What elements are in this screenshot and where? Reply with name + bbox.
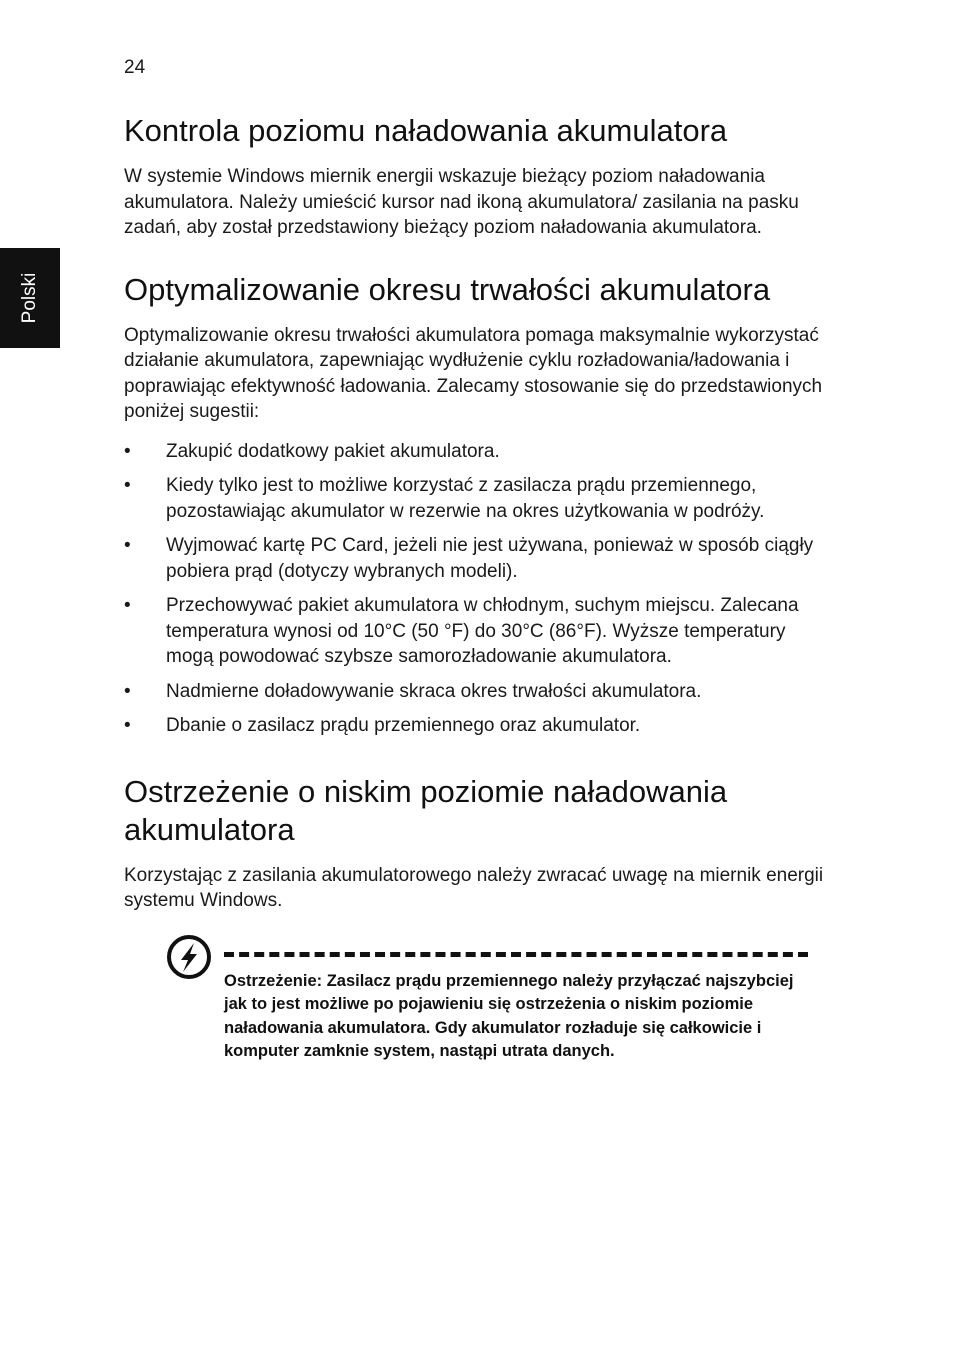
bullet-icon: •	[124, 535, 131, 556]
list-item	[124, 593, 824, 670]
page-content	[124, 112, 824, 1114]
section-paragraph: W systemie Windows miernik energii wskazuje bieżący poziom naładowania akumulatora. Należy umieścić kursor nad ikoną akumulatora/ zasilania na pasku zadań, aby został przedstawiony bieżący poziom naładowania akumulatora.	[124, 166, 799, 238]
warning-text: Ostrzeżenie: Zasilacz prądu przemiennego należy przyłączać najszybciej jak to jest możliwe po pojawieniu się ostrzeżenia o niskim poziomie naładowania akumulatora. Gdy akumulator rozładuje się całkowicie i komputer zamknie system, nastąpi utrata danych.	[224, 971, 794, 1060]
bullet-icon: •	[124, 715, 131, 736]
warning-box	[124, 934, 824, 1114]
list-item	[124, 439, 824, 465]
list-item	[124, 473, 824, 524]
section-paragraph: Optymalizowanie okresu trwałości akumulatora pomaga maksymalnie wykorzystać działanie akumulatora, zapewniając wydłużenie cyklu rozładowania/ładowania i poprawiając efektywność ładowania. Zalecamy stosowanie się do przedstawionych poniżej sugestii:	[124, 324, 823, 422]
suggestions-list	[124, 439, 824, 739]
list-item-text: Zakupić dodatkowy pakiet akumulatora.	[166, 440, 500, 462]
section-battery-life-optimization	[124, 271, 824, 739]
list-item	[124, 713, 824, 739]
page-number: 24	[124, 57, 146, 78]
section-low-battery-warning	[124, 773, 824, 914]
bullet-icon: •	[124, 680, 131, 702]
list-item-text: Nadmierne doładowywanie skraca okres trwałości akumulatora.	[166, 680, 702, 702]
warning-divider	[224, 952, 808, 957]
bullet-icon: •	[124, 595, 131, 616]
language-label: Polski	[19, 272, 40, 324]
list-item-text: Dbanie o zasilacz prądu przemiennego oraz akumulator.	[166, 715, 641, 736]
list-item-text: Wyjmować kartę PC Card, jeżeli nie jest używana, ponieważ w sposób ciągły pobiera prąd (dotyczy wybranych modeli).	[166, 535, 814, 582]
list-item	[124, 533, 824, 584]
section-paragraph: Korzystając z zasilania akumulatorowego należy zwracać uwagę na miernik energii systemu Windows.	[124, 864, 824, 911]
section-heading: Kontrola poziomu naładowania akumulatora	[124, 113, 728, 148]
warning-lightning-icon	[166, 934, 212, 980]
section-battery-level-check	[124, 112, 824, 241]
list-item-text: Kiedy tylko jest to możliwe korzystać z zasilacza prądu przemiennego, pozostawiając akumulator w rezerwie na okres użytkowania w podróży.	[166, 475, 765, 522]
list-item-text: Przechowywać pakiet akumulatora w chłodnym, suchym miejscu. Zalecana temperatura wynosi od 10°C (50 °F) do 30°C (86°F). Wyższe temperatury mogą powodować szybsze samorozładowanie akumulatora.	[166, 595, 799, 667]
bullet-icon: •	[124, 475, 131, 496]
section-heading: Optymalizowanie okresu trwałości akumulatora	[124, 271, 771, 307]
bullet-icon: •	[124, 440, 131, 462]
section-heading: Ostrzeżenie o niskim poziomie naładowania akumulatora	[124, 773, 728, 847]
list-item	[124, 679, 824, 705]
language-side-tab	[0, 248, 60, 348]
